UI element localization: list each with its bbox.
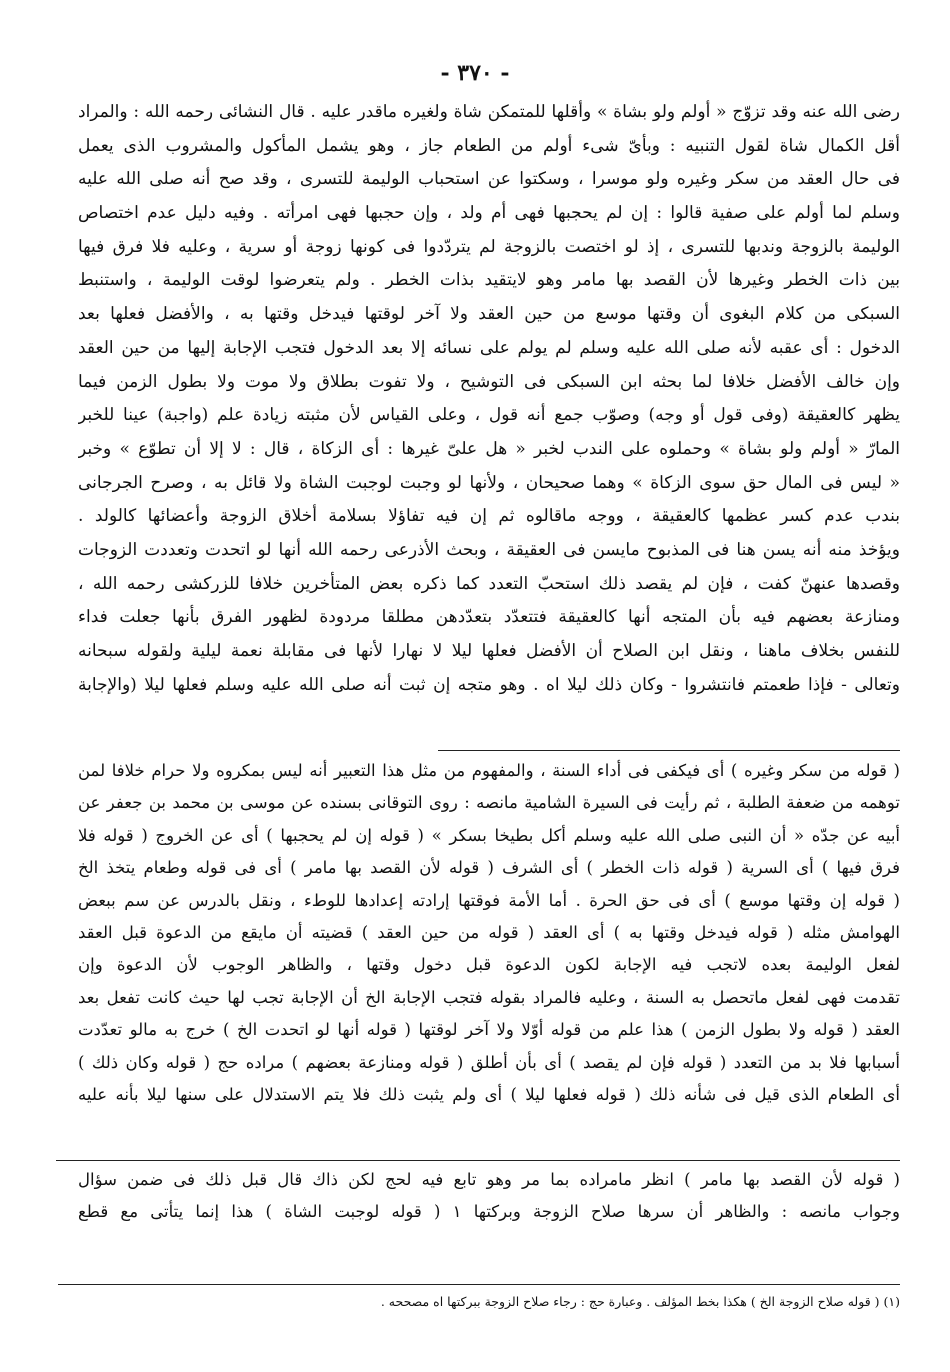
commentary-line: ( قوله من سكر وغيره ) أى فيكفى فى أداء السنة ، والمفهوم من مثل هذا التعبير أنه ليس بمكروه ولا حرام خلافا لمن bbox=[78, 761, 900, 780]
main-text-line: وإن خالف الأفضل خلافا لما بحثه ابن السبكى فى التوشيح ، ولا تفوت بطلاق ولا موت ولا بطول الزمن فيما bbox=[78, 371, 900, 392]
commentary-separator-2 bbox=[56, 1160, 900, 1161]
main-text-line: الوليمة بالزوجة وندبها للتسرى ، إذ لو اختصت بالزوجة لم يتردّدوا فى كونها زوجة أو سرية ، وعليه فلا فرق فيها bbox=[78, 236, 900, 257]
main-text-line: للنفس بخلاف ماهنا ، ونقل ابن الصلاح أن الأفضل فعلها ليلا لا نهارا لأنها فى مقابلة نعمة ليلية ولقوله سبحانه bbox=[78, 641, 900, 661]
main-text-line: ويؤخذ منه أنه يسن هنا فى المذبوح مايسن فى العقيقة ، وبحث الأذرعى رحمه الله أنها لو اتحدت وتعددت الزوجات bbox=[78, 539, 900, 560]
commentary-line: الهوامش مثله ( قوله فيدخل وقتها به ) أى العقد ( قوله من حين العقد ) قضيته أن مايقع من الدعوة قبل العقد bbox=[78, 922, 900, 942]
footnote bbox=[150, 1290, 900, 1314]
commentary-line: وجواب مانصه : والظاهر أن سرها صلاح الزوجة وبركتها ١ ( قوله لوجبت الشاة ) هذا إنما يتأتى مع قطع bbox=[78, 1202, 900, 1222]
commentary-line: أى الطعام الذى قيل فى شأنه ذلك ( قوله فعلها ليلا ) أى ولم يثبت ذلك فلا يتم الاستدلال على سنها ليلا بأنه عليه bbox=[78, 1084, 900, 1104]
main-text-line: وتعالى - فإذا طعمتم فانتشروا - وكان ذلك ليلا اه . وهو متجه إن ثبت أنه صلى الله عليه وسلم فعلها ليلا (والإجابة bbox=[78, 674, 900, 695]
main-text-line: الدخول : أى عقبه لأنه صلى الله عليه وسلم لم يولم على نسائه إلا بعد الدخول فتجب الإجابة إليها من حين العقد bbox=[78, 337, 900, 358]
commentary-line: ( قوله إن وقتها موسع ) أى فى حق الحرة . أما الأمة فوقتها إرادته إعدادها للوطء ، ونقل بالدرس عن سم ببعض bbox=[78, 890, 900, 910]
commentary-line: تقدمت فهى لفعل ماتحصل به السنة ، وعليه فالمراد بقوله فتجب الإجابة الخ أن الإجابة تجب لها حيث كانت تفعل بعد bbox=[78, 987, 900, 1007]
commentary-separator bbox=[438, 750, 900, 751]
main-text-line: بين ذات الخطر وغيرها لأن القصد بها مامر وهو لايتقيد بذات الخطر . ولم يتعرضوا لوقت الوليمة ، واستنبط bbox=[78, 270, 900, 291]
commentary-line: أسبابها فلا بد من التعدد ( قوله فإن لم يقصد ) أى بأن أطلق ( قوله ومنازعة بعضهم ) مراده حج ( قوله وكان ذلك ) bbox=[78, 1052, 900, 1072]
main-text-line: بندب عدم كسر عظمها كالعقيقة ، ووجه ماقالوه ثم إن فيه تفاؤلا بسلامة أخلاق الزوجة وأعضائها كالولد . bbox=[78, 506, 900, 527]
main-text-line: فى حال العقد من سكر وغيره ولو موسرا ، وسكتوا عن استحباب الوليمة للتسرى ، وقد صح أنه صلى الله عليه bbox=[78, 169, 900, 190]
main-text-line: أقل الكمال شاة لقول التنبيه : وبأىّ شىء أولم من الطعام جاز ، وهو يشمل المأكول والمشروب الذى يعمل bbox=[78, 135, 900, 156]
commentary-line: ( قوله لأن القصد بها مامر ) انظر مامراده بما مر وهو تابع فيه لحج لكن ذاك قال قبل ذلك فى ضمن سؤال bbox=[78, 1170, 900, 1189]
main-text bbox=[78, 96, 900, 702]
commentary-line: فرق فيها ) أى السرية ( قوله ذات الخطر ) أى الشرف ( قوله لأن القصد بها مامر ) أى فى قوله وطعام يتخذ الخ bbox=[78, 858, 900, 878]
second-commentary bbox=[78, 1164, 900, 1229]
commentary-line: لفعل الوليمة بعده لاتجب فيه الإجابة لكون الدعوة قبل دخول وقتها ، والظاهر الوجوب لأن الدعوة وإن bbox=[78, 955, 900, 975]
main-text-line: ومنازعة بعضهم فيه بأن المتجه أنها كالعقيقة فتتعدّد بتعدّدهن مطلقا مردودة لظهور الفرق بأنها جعلت فداء bbox=[78, 607, 900, 628]
page-number: - ٣٧٠ - bbox=[440, 60, 510, 86]
commentary-line: العقد ( قوله ولا بطول الزمن ) هذا علم من قوله أوّلا ولا آخر لوقتها ( قوله أنها لو اتحدت الخ ) خرج به مالو تعدّدت bbox=[78, 1020, 900, 1040]
main-text-line: وقصدها عنهنّ كفت ، فإن لم يقصد ذلك استحبّ التعدد كما ذكره بعض المتأخرين خلافا للزركشى رحمه الله ، bbox=[78, 573, 900, 594]
main-text-line: السبكى من كلام البغوى أن وقتها موسع من حين العقد ولا آخر لوقتها فيدخل وقتها به ، والأفضل فعلها بعد bbox=[78, 304, 900, 325]
footnote-separator bbox=[58, 1284, 900, 1285]
commentary-line: توهمه من ضعفة الطلبة ، ثم رأيت فى السيرة الشامية مانصه : روى التوقانى بسنده عن موسى بن محمد بن جعفر عن bbox=[78, 793, 900, 813]
commentary-line: أبيه عن جدّه « أن النبى صلى الله عليه وسلم أكل بطيخا بسكر » ( قوله إن لم يحجبها ) أى عن الخروج ( قوله فلا bbox=[78, 825, 900, 845]
hashiya-commentary bbox=[78, 755, 900, 1111]
footnote-line: (١) ( قوله صلاح الزوجة الخ ) هكذا بخط المؤلف . وعبارة حج : رجاء صلاح الزوجة ببركتها اه مصححه . bbox=[380, 1294, 900, 1309]
main-text-line: يظهر كالعقيقة (وفى قول أو وجه) وصوّب جمع أنه قول ، وعلى القياس لأن مثبته زيادة علم (واجبة) عينا للخبر bbox=[78, 405, 900, 426]
main-text-line: المارّ « أولم ولو بشاة » وحملوه على الندب لخبر « هل علىّ غيرها : أى الزكاة ، قال : لا إلا أن تطوّع » وخبر bbox=[78, 438, 900, 459]
main-text-line: وسلم لما أولم على صفية قالوا : إن لم يحجبها فهى أم ولد ، وإن حجبها فهى امرأته . وفيه دليل عدم اختصاص bbox=[78, 203, 900, 224]
main-text-line: رضى الله عنه وقد تزوّج « أولم ولو بشاة » وأقلها للمتمكن شاة ولغيره ماقدر عليه . قال النشائى رحمه الله : والمراد bbox=[78, 102, 900, 122]
main-text-line: « ليس فى المال حق سوى الزكاة » وهما صحيحان ، ولأنها لو وجبت لوجبت الشاة ولا قائل به ، وصرح الجرجانى bbox=[78, 472, 900, 493]
